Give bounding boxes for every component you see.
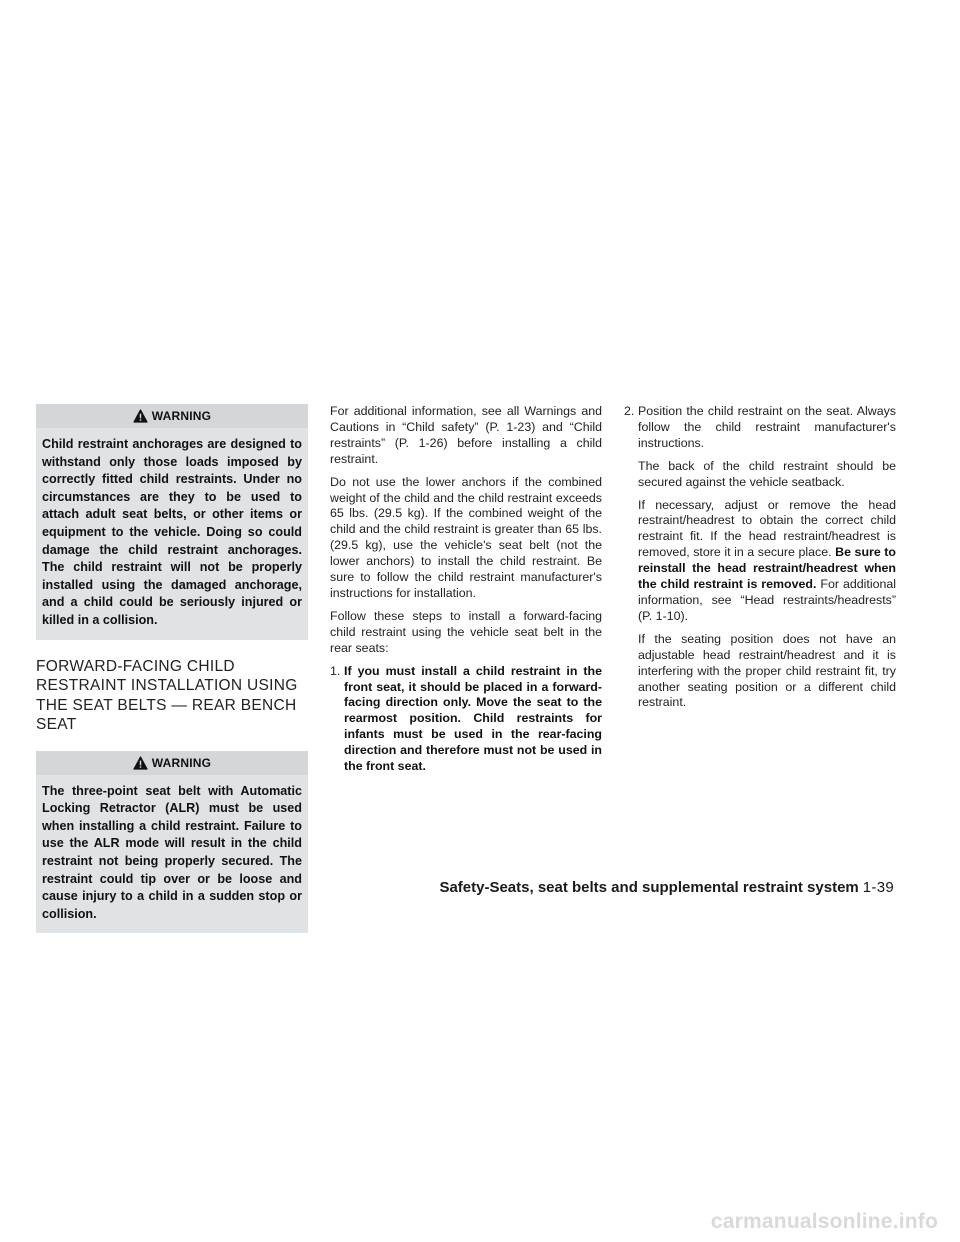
left-column [36,404,308,933]
head-restraint-text: If necessary, adjust or remove the head restraint/headrest to obtain the correct child restraint fit. If the head restraint/headrest is removed, store it in a secure place. [638,497,896,560]
paragraph-head-restraint [638,498,896,625]
head-restraint-reference: For additional information, see “Head restraints/headrests” (P. 1-10). [638,577,896,623]
page-footer [439,879,894,896]
paragraph-lower-anchors: Do not use the lower anchors if the combined weight of the child and the child restraint exceeds 65 lbs. (29.5 kg). If the combined weight of the child and the child restraint is greater than 65 lbs. (29.5 kg), use the vehicle's seat belt (not the lower anchors) to install the child restraint. Be sure to follow the child restraint manufacturer's instructions for installation. [330,474,602,600]
head-restraint-bold-text: Be sure to reinstall the head restraint/headrest when the child restraint is removed. [638,545,896,592]
warning-triangle-icon [133,756,148,770]
warning-box-anchorages [36,404,308,640]
step-number: 2. [624,404,635,418]
page-number: 1-39 [862,879,894,896]
warning-text: The three-point seat belt with Automatic Locking Retractor (ALR) must be used when installing a child restraint. Failure to use the ALR mode will result in the child restraint not being properly secured. The restraint could tip over or be loose and cause injury to a child in a sudden stop or collision. [42,783,302,921]
step-text: Position the child restraint on the seat. Always follow the child restraint manufacturer's instructions. [638,404,896,450]
footer-section-title: Safety-Seats, seat belts and supplemental restraint system [439,879,859,896]
warning-label: WARNING [151,409,212,423]
middle-column [330,404,602,783]
watermark: carmanualsonline.info [710,1210,938,1233]
warning-box-alr [36,751,308,934]
step-2 [624,404,896,452]
warning-triangle-icon [133,409,148,423]
paragraph-additional-info: For additional information, see all Warnings and Cautions in “Child safety” (P. 1-23) and “Child restraints” (P. 1-26) before installing a child restraint. [330,404,602,466]
paragraph-follow-steps: Follow these steps to install a forward-facing child restraint using the vehicle seat belt in the rear seats: [330,608,602,655]
paragraph-seatback: The back of the child restraint should be secured against the vehicle seatback. [638,458,896,489]
warning-text: Child restraint anchorages are designed to withstand only those loads imposed by correctly fitted child restraints. Under no circumstances are they to be used to attach adult seat belts, or other items or equipment to the vehicle. Doing so could damage the child restraint anchorages. The child restraint will not be properly installed using the damaged anchorage, and a child could be seriously injured or killed in a collision. [42,437,302,627]
warning-header [36,751,308,775]
step-number: 1. [330,663,341,678]
right-column [624,404,896,718]
paragraph-seating-position: If the seating position does not have an adjustable head restraint/headrest and it is interfering with the proper child restraint fit, try another seating position or a different child restraint. [638,631,896,710]
step-text: If you must install a child restraint in the front seat, it should be placed in a forward-facing direction only. Move the seat to the rearmost position. Child restraints for infants must be used in the rear-facing direction and therefore must not be used in the front seat. [344,663,602,774]
warning-header [36,404,308,428]
warning-label: WARNING [151,755,212,770]
step-1 [330,664,602,775]
section-heading: FORWARD-FACING CHILD RESTRAINT INSTALLATION USING THE SEAT BELTS — REAR BENCH SEAT [36,657,298,734]
